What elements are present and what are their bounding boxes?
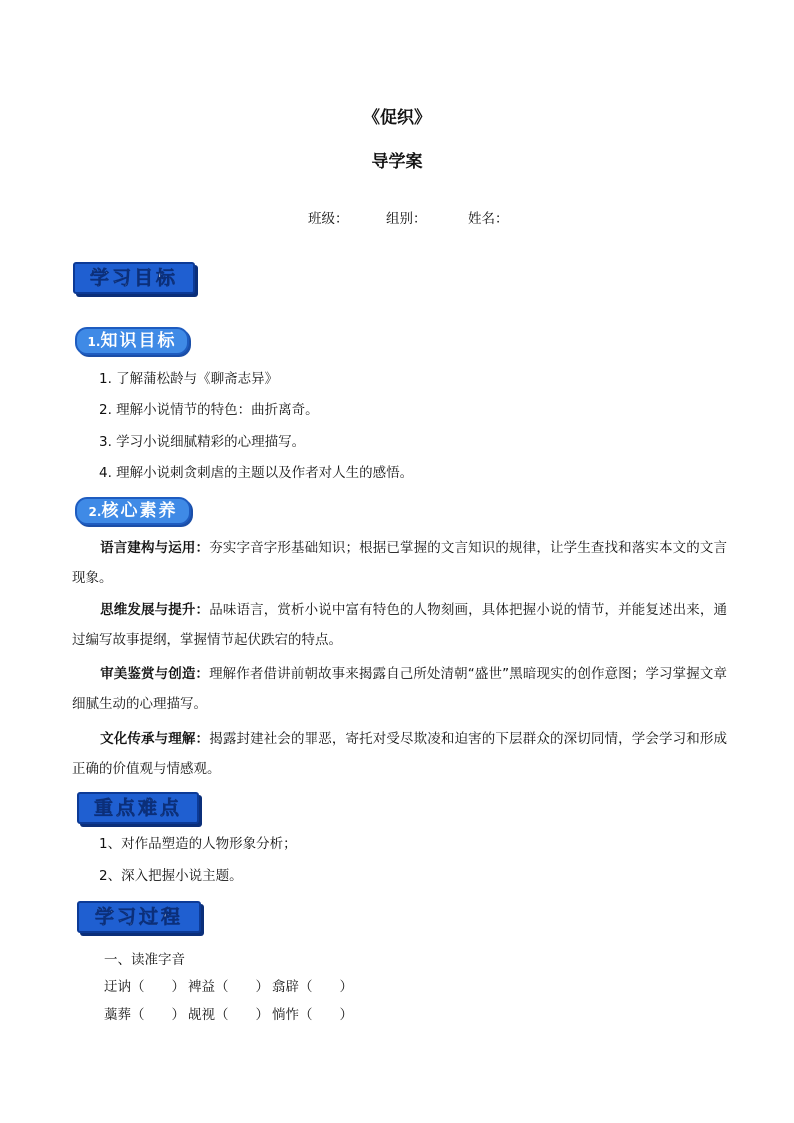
core-literacy-badge — [75, 497, 191, 525]
pronounce-word: 翕辟（ ） — [272, 979, 353, 995]
core-item-text: 理解作者借讲前朝故事来揭露自己所处清朝“盛世”黑暗现实的创作意图；学习掌握文章细腻生动的心理描写。 — [72, 666, 727, 712]
doc-subtitle: 导学案 — [371, 152, 423, 172]
learning-process-badge: 学习过程 — [77, 901, 201, 933]
key-points-badge: 重点难点 — [77, 792, 199, 824]
core-item-label: 审美鉴赏与创造： — [100, 666, 210, 682]
core-item-text: 夯实字音字形基础知识；根据已掌握的文言知识的规律，让学生查找和落实本文的文言现象。 — [72, 540, 728, 586]
core-item-language — [72, 533, 727, 593]
knowledge-item: 1. 了解蒲松龄与《聊斋志异》 — [99, 371, 279, 387]
core-item-label: 语言建构与运用： — [100, 540, 210, 556]
class-label: 班级： — [308, 211, 349, 227]
knowledge-item: 3. 学习小说细腻精彩的心理描写。 — [99, 434, 306, 450]
group-label: 组别： — [386, 211, 427, 227]
knowledge-goals-text: 知识目标 — [100, 331, 177, 351]
pronounce-word: 觇视（ ） — [188, 1007, 269, 1023]
knowledge-goals-badge — [75, 327, 189, 355]
knowledge-item: 4. 理解小说刺贪刺虐的主题以及作者对人生的感悟。 — [99, 465, 414, 481]
core-item-text: 品味语言，赏析小说中富有特色的人物刻画，具体把握小说的情节，并能复述出来，通过编写故事提纲，掌握情节起伏跌宕的特点。 — [72, 602, 728, 648]
pronounce-word: 藁葬（ ） — [104, 1007, 185, 1023]
learning-goals-badge: 学习目标 — [73, 262, 195, 294]
pronounce-heading: 一、读准字音 — [104, 952, 185, 968]
core-literacy-number: 2. — [88, 505, 102, 519]
core-literacy-text: 核心素养 — [101, 501, 178, 521]
knowledge-goals-number: 1. — [87, 335, 101, 349]
key-point-item: 1、对作品塑造的人物形象分析； — [99, 836, 297, 852]
doc-title: 《促织》 — [363, 108, 431, 128]
pronounce-word: 裨益（ ） — [188, 979, 269, 995]
name-label: 姓名： — [468, 211, 509, 227]
pronounce-word: 惝怍（ ） — [272, 1007, 353, 1023]
core-item-aesthetics — [72, 659, 727, 719]
core-item-label: 思维发展与提升： — [100, 602, 210, 618]
core-item-text: 揭露封建社会的罪恶，寄托对受尽欺凌和迫害的下层群众的深切同情，学会学习和形成正确的价值观与情感观。 — [72, 731, 728, 777]
core-item-label: 文化传承与理解： — [100, 731, 210, 747]
core-item-culture — [72, 724, 727, 784]
pronounce-word: 迂讷（ ） — [104, 979, 185, 995]
knowledge-item: 2. 理解小说情节的特色：曲折离奇。 — [99, 402, 319, 418]
key-point-item: 2、深入把握小说主题。 — [99, 868, 243, 884]
core-item-thinking — [72, 595, 727, 655]
